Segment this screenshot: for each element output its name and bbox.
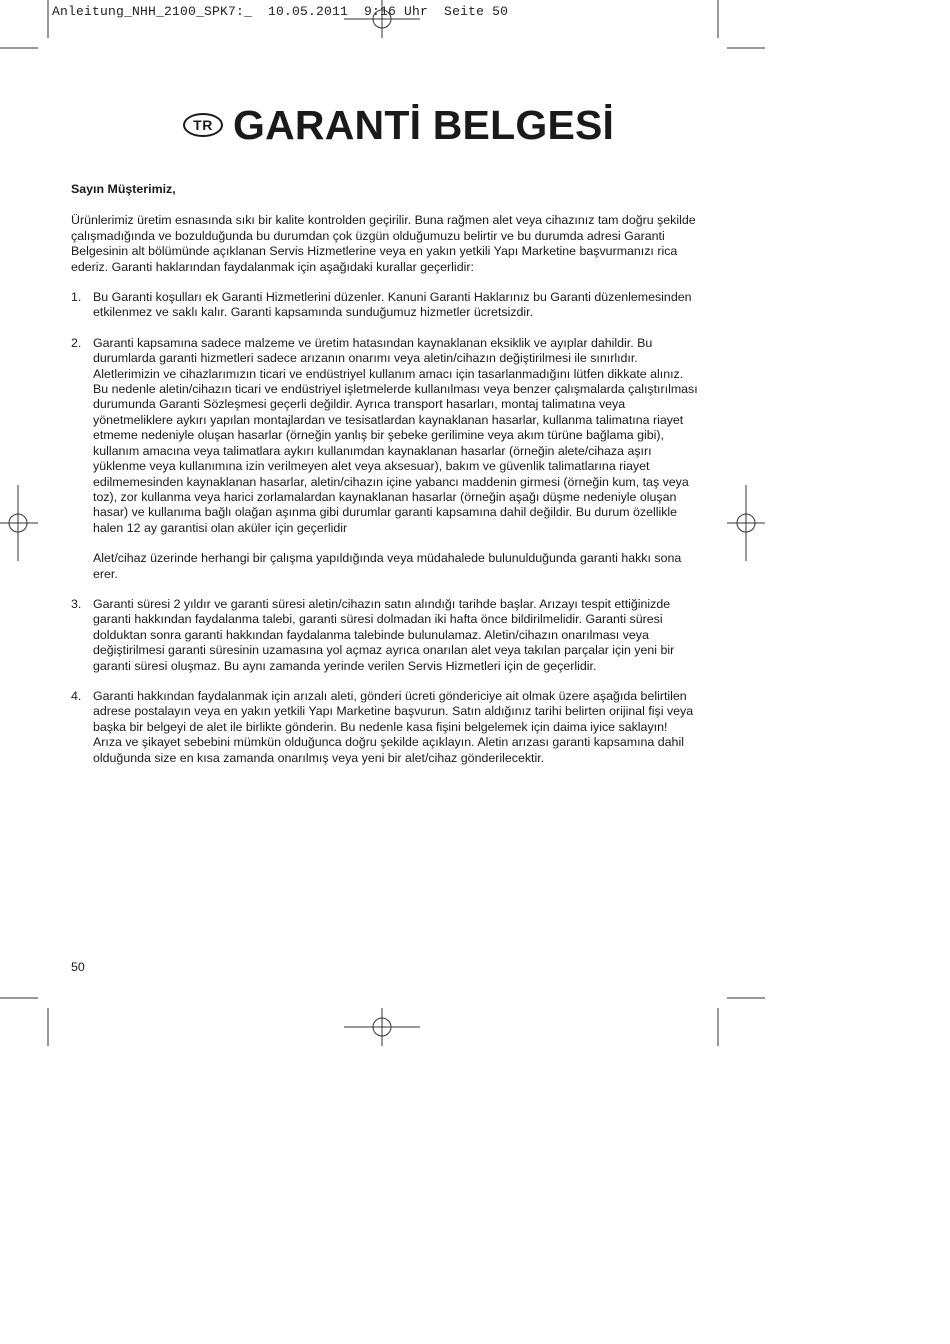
country-badge: TR <box>183 113 223 137</box>
page-header <box>183 100 614 150</box>
salutation: Sayın Müşterimiz, <box>71 182 176 196</box>
list-item-number: 2. <box>71 335 82 350</box>
list-item <box>71 290 699 321</box>
list-item-text: Garanti süresi 2 yıldır ve garanti süresi aletin/cihazın satın alındığı tarihde başlar. Arızayı tespit ettiğinizde garanti hakkından faydalanma talebi, garanti süresi dolmadan iki hafta önce bildirilmelidir. Garanti süresi dolduktan sonra garanti hakkından faydalanma talebinde bulunulamaz. Aletin/cihazın onarılması veya değiştirilmesi garanti süresinin uzamasına yol açmaz ayrıca onarılan alet veya takılan parçalar için yeni bir garanti süresi oluşmaz. Bu aynı zamanda yerinde verilen Servis Hizmetleri için de geçerlidir. <box>93 596 675 673</box>
list-item-number: 4. <box>71 688 82 703</box>
list-item-text: Alet/cihaz üzerinde herhangi bir çalışma yapıldığında veya müdahalede bulunulduğunda garanti hakkı sona erer. <box>93 551 682 581</box>
page-title: GARANTİ BELGESİ <box>233 101 615 148</box>
list-item-number: 3. <box>71 596 82 611</box>
list-item <box>71 336 699 582</box>
list-item <box>71 597 699 674</box>
document-body <box>71 182 699 781</box>
intro-paragraph: Ürünlerimiz üretim esnasında sıkı bir kalite kontrolden geçirilir. Buna rağmen alet veya cihazınız tam doğru şekilde çalışmadığında ve bozulduğunda bu durumdan çok üzgün olduğumuzu belirtir ve bu durumda adresi Garanti Belgesinin alt bölümünde açıklanan Servis Hizmetlerine veya en yakın yetkili Yapı Marketine başvurmanızı rica ederiz. Garanti haklarından faydalanmak için aşağıdaki kurallar geçerlidir: <box>71 213 696 274</box>
list-item-text: Bu Garanti koşulları ek Garanti Hizmetlerini düzenler. Kanuni Garanti Haklarınız bu Garanti düzenlemesinden etkilenmez ve saklı kalır. Garanti kapsamında sunduğumuz hizmetler ücretsizdir. <box>93 290 692 320</box>
list-item-text: Garanti kapsamına sadece malzeme ve üretim hatasından kaynaklanan eksiklik ve ayıplar dahildir. Bu durumlarda garanti hizmetleri sadece arızanın onarımı veya aletin/cihazın değiştirilmesi ile sınırlıdır. Aletlerimizin ve cihazlarımızın ticari ve endüstriyel kullanım amacı için tasarlanmadığını lütfen dikkate alınız. Bu nedenle aletin/cihazın ticari ve endüstriyel işletmelerde kullanılması veya benzer çalışmalarda çalıştırılması durumunda Garanti Sözleşmesi geçerli değildir. Ayrıca transport hasarları, montaj talimatına veya yönetmeliklere aykırı yapılan montajlardan ve tesisatlardan kaynaklanan hasarlar, kullanma talimatına riayet etmeme nedeniyle oluşan hasarlar (örneğin yanlış bir şebeke gerilimine veya akım türüne bağlama gibi), kullanım amacına veya talimatlara aykırı kullanımdan kaynaklanan hasarlar (örneğin alete/cihaza aşırı yüklenme veya kullanımına izin verilmeyen alet veya aksesuar), bakım ve güvenlik talimatlarına riayet edilmemesinden kaynaklanan hasarlar, aletin/cihazın içine yabancı maddenin girmesi (örneğin kum, taş veya toz), zor kullanma veya harici zorlamalardan kaynaklanan hasarlar (örneğin aşağı düşme nedeniyle oluşan hasar) ve kullanıma bağlı olağan aşınma gibi durumlar garanti kapsamına dahil değildir. Bu durum özellikle halen 12 ay garantisi olan aküler için geçerlidir <box>93 335 698 535</box>
print-slug-line: Anleitung_NHH_2100_SPK7:_ 10.05.2011 9:16 Uhr Seite 50 <box>52 4 509 19</box>
page-number: 50 <box>71 960 85 974</box>
list-item-text: Garanti hakkından faydalanmak için arızalı aleti, gönderi ücreti göndericiye ait olmak üzere aşağıda belirtilen adrese postalayın veya en yakın yetkili Yapı Marketine başvurun. Satın aldığınız tarihi belirten orijinal fişi veya başka bir belgeyi de alet ile birlikte gönderin. Bu nedenle kasa fişini belgelemek için daima iyice saklayın! Arıza ve şikayet sebebini mümkün olduğunca doğru şekilde açıklayın. Aletin arızası garanti kapsamına dahil olduğunda size en kısa zamanda onarılmış veya yeni bir alet/cihaz gönderilecektir. <box>93 688 694 765</box>
list-item <box>71 689 699 766</box>
list-item-number: 1. <box>71 290 82 305</box>
